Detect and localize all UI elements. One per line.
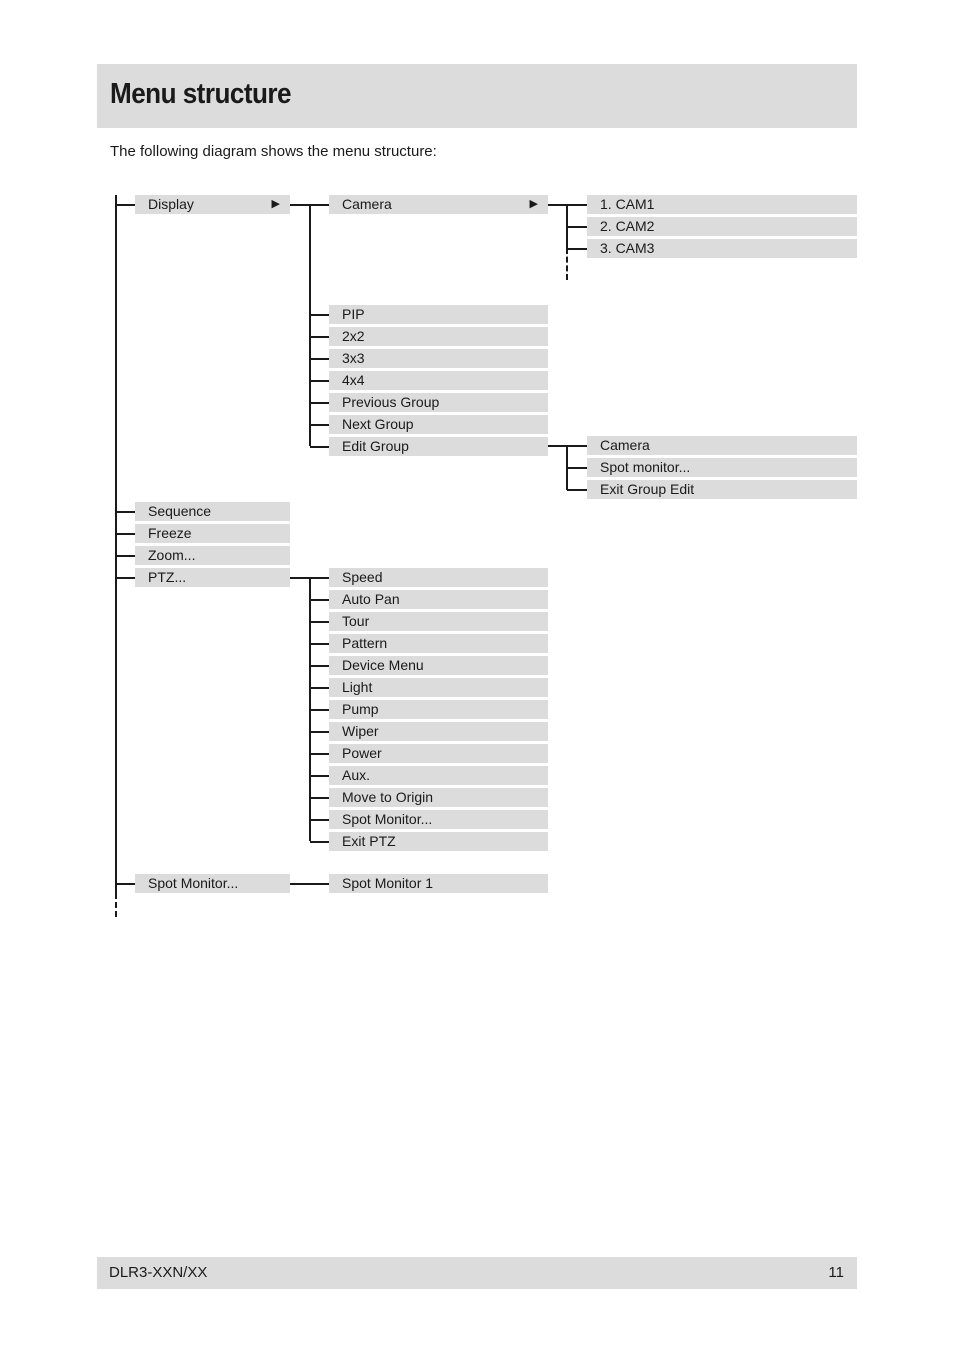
connector xyxy=(116,533,135,535)
menu-item-edit-group: Edit Group xyxy=(329,437,548,456)
menu-item-edit-camera: Camera xyxy=(587,436,857,455)
menu-item-cam3: 3. CAM3 xyxy=(587,239,857,258)
connector xyxy=(310,753,329,755)
menu-item-move-to-origin: Move to Origin xyxy=(329,788,548,807)
menu-item-auto-pan: Auto Pan xyxy=(329,590,548,609)
submenu-arrow-icon: ▶ xyxy=(529,198,538,210)
menu-item-pattern: Pattern xyxy=(329,634,548,653)
connector xyxy=(310,775,329,777)
connector xyxy=(310,643,329,645)
connector xyxy=(310,621,329,623)
connector xyxy=(290,883,329,885)
connector xyxy=(310,819,329,821)
menu-item-4x4: 4x4 xyxy=(329,371,548,390)
menu-item-label: Camera xyxy=(342,196,392,212)
menu-item-camera xyxy=(329,195,548,214)
connector xyxy=(567,489,587,491)
menu-item-edit-spot-monitor: Spot monitor... xyxy=(587,458,857,477)
connector xyxy=(116,555,135,557)
connector xyxy=(567,226,587,228)
connector xyxy=(310,446,329,448)
menu-item-ptz: PTZ... xyxy=(135,568,290,587)
menu-item-previous-group: Previous Group xyxy=(329,393,548,412)
menu-item-power: Power xyxy=(329,744,548,763)
connector xyxy=(310,424,329,426)
camera-continuation-line xyxy=(566,248,568,280)
menu-item-sequence: Sequence xyxy=(135,502,290,521)
connector xyxy=(310,731,329,733)
intro-text: The following diagram shows the menu structure: xyxy=(110,143,437,160)
menu-item-pump: Pump xyxy=(329,700,548,719)
connector xyxy=(310,380,329,382)
title-band xyxy=(97,64,857,128)
connector xyxy=(310,687,329,689)
menu-item-aux: Aux. xyxy=(329,766,548,785)
connector xyxy=(310,314,329,316)
connector xyxy=(310,599,329,601)
menu-item-label: Display xyxy=(148,196,194,212)
connector xyxy=(567,248,587,250)
menu-item-cam1: 1. CAM1 xyxy=(587,195,857,214)
connector xyxy=(310,402,329,404)
submenu-arrow-icon: ▶ xyxy=(271,198,280,210)
connector xyxy=(116,883,135,885)
connector xyxy=(567,467,587,469)
connector xyxy=(116,511,135,513)
connector xyxy=(310,665,329,667)
menu-item-cam2: 2. CAM2 xyxy=(587,217,857,236)
connector xyxy=(310,336,329,338)
connector xyxy=(310,841,329,843)
connector xyxy=(310,797,329,799)
menu-item-3x3: 3x3 xyxy=(329,349,548,368)
menu-item-exit-ptz: Exit PTZ xyxy=(329,832,548,851)
menu-item-pip: PIP xyxy=(329,305,548,324)
model-number: DLR3-XXN/XX xyxy=(109,1264,208,1281)
menu-item-freeze: Freeze xyxy=(135,524,290,543)
menu-item-2x2: 2x2 xyxy=(329,327,548,346)
menu-item-exit-group-edit: Exit Group Edit xyxy=(587,480,857,499)
menu-item-ptz-spot-monitor: Spot Monitor... xyxy=(329,810,548,829)
connector xyxy=(116,204,135,206)
menu-item-device-menu: Device Menu xyxy=(329,656,548,675)
page-number: 11 xyxy=(828,1264,844,1281)
page-title: Menu structure xyxy=(110,78,291,110)
menu-item-speed: Speed xyxy=(329,568,548,587)
connector xyxy=(310,709,329,711)
menu-item-spot-monitor: Spot Monitor... xyxy=(135,874,290,893)
menu-item-zoom: Zoom... xyxy=(135,546,290,565)
menu-item-light: Light xyxy=(329,678,548,697)
menu-item-wiper: Wiper xyxy=(329,722,548,741)
menu-item-next-group: Next Group xyxy=(329,415,548,434)
connector xyxy=(116,577,135,579)
page-footer xyxy=(97,1257,857,1289)
menu-item-spot-monitor-1: Spot Monitor 1 xyxy=(329,874,548,893)
connector xyxy=(310,358,329,360)
menu-item-display xyxy=(135,195,290,214)
level1-trunk-line xyxy=(115,195,117,893)
display-trunk-line xyxy=(309,204,311,446)
menu-item-tour: Tour xyxy=(329,612,548,631)
level1-continuation-line xyxy=(115,893,117,917)
